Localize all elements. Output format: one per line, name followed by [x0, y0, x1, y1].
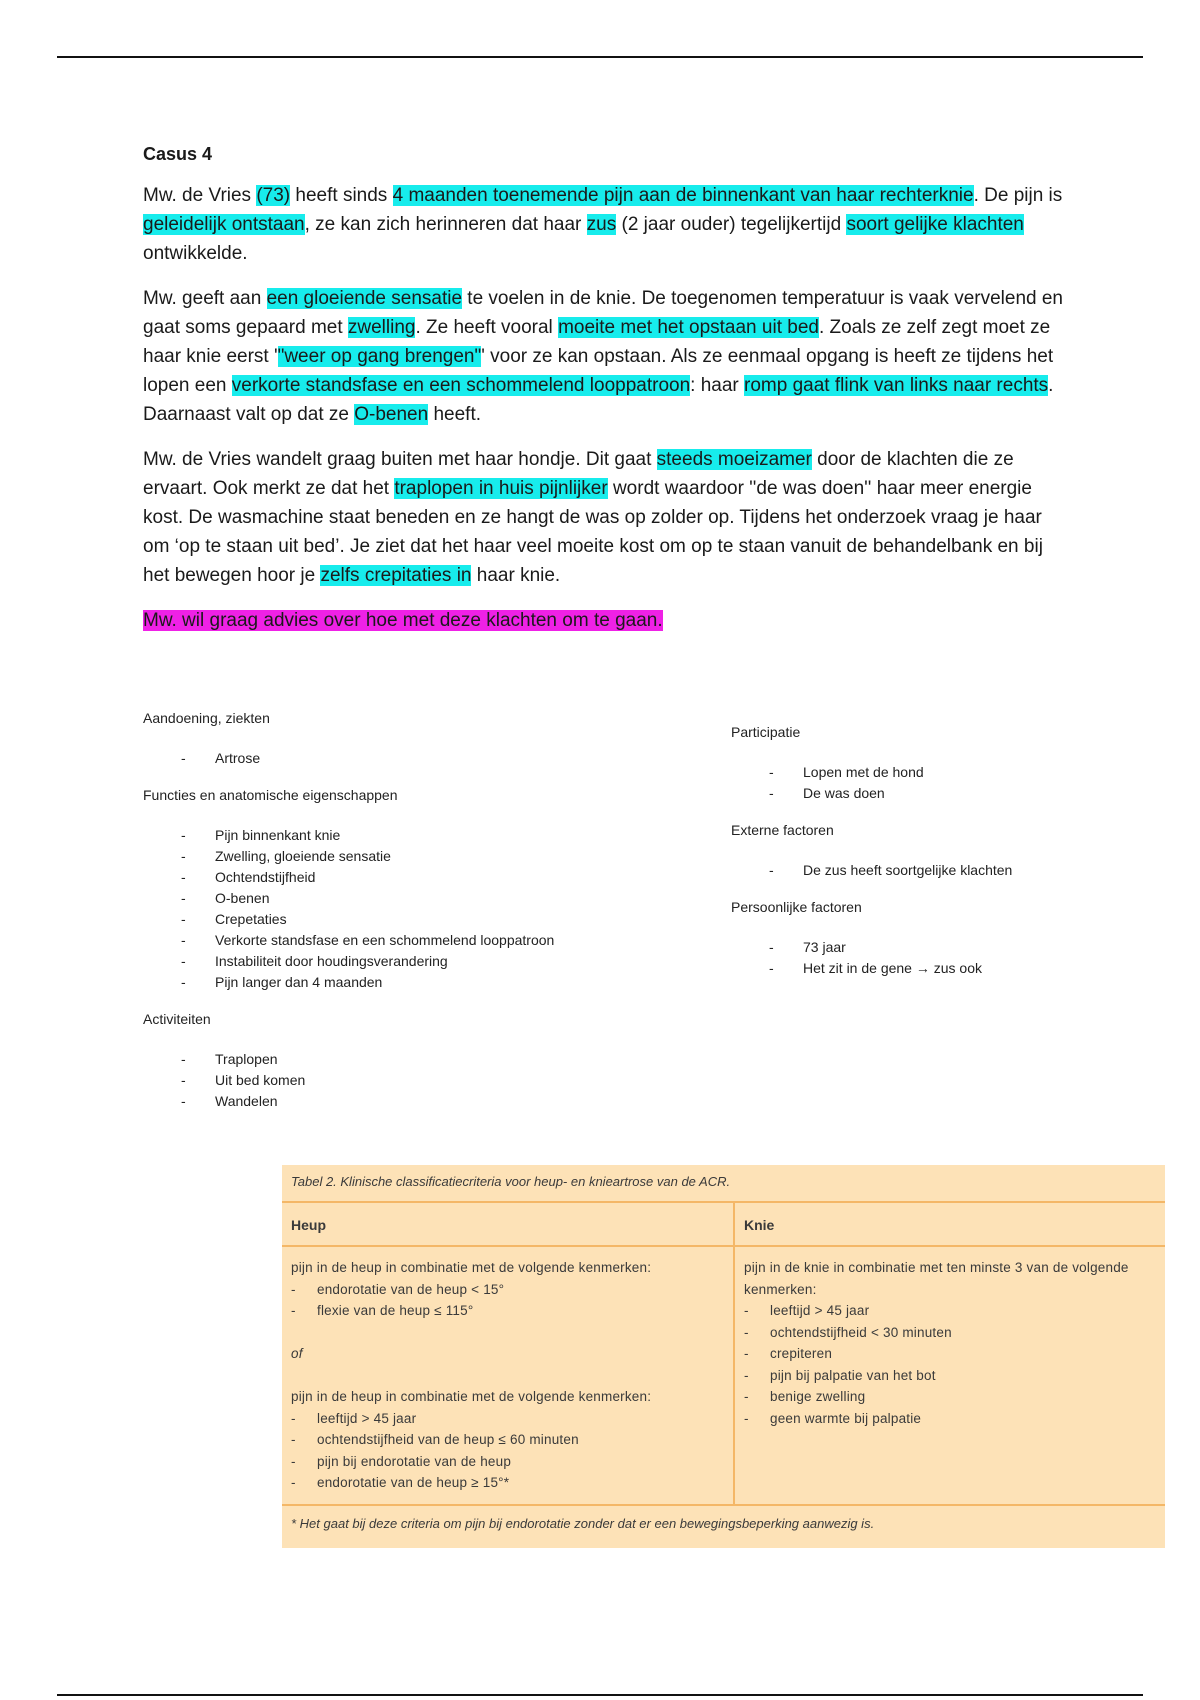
text-run: . Ze heeft vooral [415, 317, 559, 338]
highlighted-text: traplopen in huis pijnlijker [394, 478, 608, 499]
highlighted-text: zelfs crepitaties in [320, 565, 472, 586]
list-item: - endorotatie van de heup < 15° [291, 1279, 726, 1301]
highlighted-text-pink: Mw. wil graag advies over hoe met deze klachten om te gaan. [143, 610, 663, 631]
text-run: . Daarnaast valt op dat ze [143, 375, 1054, 425]
highlighted-text: zus [586, 214, 617, 235]
table-column-divider [733, 1201, 735, 1504]
list-item: - Zwelling, gloeiende sensatie [143, 846, 683, 867]
text-run: . De pijn is [973, 185, 1063, 206]
knie-intro: pijn in de knie in combinatie met ten minste 3 van de volgende kenmerken: [744, 1260, 1129, 1297]
text-run: . Zoals ze zelf zegt moet ze haar knie eerst ' [143, 317, 1051, 367]
list-item: - Uit bed komen [143, 1070, 683, 1091]
list-item: - Instabiliteit door houdingsverandering [143, 951, 683, 972]
icf-list [731, 762, 1131, 804]
list-item: - geen warmte bij palpatie [744, 1408, 1160, 1430]
text-run: heeft sinds [290, 185, 393, 206]
highlighted-text: zwelling [347, 317, 416, 338]
list-item: - pijn bij endorotatie van de heup [291, 1451, 726, 1473]
list-item: - Pijn binnenkant knie [143, 825, 683, 846]
table-caption: Tabel 2. Klinische classificatiecriteria voor heup- en knieartrose van de ACR. [291, 1174, 731, 1189]
highlighted-text: O-benen [354, 404, 429, 425]
text-run: Mw. geeft aan [143, 288, 267, 309]
icf-list [143, 1049, 683, 1112]
text-run: ' voor ze kan opstaan. Als ze eenmaal opgang is heeft ze tijdens het lopen een [143, 346, 1054, 396]
case-section [143, 144, 1063, 651]
list-item: - Traplopen [143, 1049, 683, 1070]
highlighted-text: geleidelijk ontstaan [143, 214, 305, 235]
list-item: - endorotatie van de heup ≥ 15°* [291, 1472, 726, 1494]
highlighted-text: (73) [256, 185, 291, 206]
table-rule [282, 1504, 1165, 1506]
heup-intro: pijn in de heup in combinatie met de volgende kenmerken: [291, 1389, 652, 1404]
icf-heading: Persoonlijke factoren [731, 899, 862, 915]
list-item: - Crepetaties [143, 909, 683, 930]
top-rule [57, 56, 1143, 58]
list-item: - leeftijd > 45 jaar [744, 1300, 1160, 1322]
criteria-table [282, 1165, 1165, 1548]
text-run: ontwikkelde. [143, 243, 248, 264]
case-paragraph [143, 284, 1063, 429]
highlighted-text: romp gaat flink van links naar rechts [744, 375, 1049, 396]
case-paragraph [143, 445, 1063, 590]
table-rule [282, 1201, 1165, 1203]
or-label: of [291, 1346, 303, 1361]
icf-heading: Activiteiten [143, 1011, 211, 1027]
text-run: haar knie. [471, 565, 561, 586]
case-paragraph [143, 181, 1063, 268]
knie-criteria [744, 1257, 1160, 1429]
bottom-rule [57, 1694, 1143, 1696]
icf-right-column [731, 724, 1131, 997]
list-item: - crepiteren [744, 1343, 1160, 1365]
icf-heading: Externe factoren [731, 822, 834, 838]
highlighted-text: 4 maanden toenemende pijn aan de binnenkant van haar rechterknie [392, 185, 974, 206]
column-header-knie: Knie [744, 1217, 775, 1233]
highlighted-text: soort gelijke klachten [846, 214, 1024, 235]
list-item: - Het zit in de gene → zus ook [731, 958, 1131, 979]
column-header-heup: Heup [291, 1217, 326, 1233]
icf-heading: Participatie [731, 724, 801, 740]
list-item: - Wandelen [143, 1091, 683, 1112]
list-item: - ochtendstijfheid van de heup ≤ 60 minuten [291, 1429, 726, 1451]
text-run: wordt waardoor ''de was doen'' haar meer energie kost. De wasmachine staat beneden en ze hangt de was op zolder op. Tijdens het onderzoek vraag je haar om ‘op te staan uit bed’. Je ziet dat het haar veel moeite kost om op te staan vanuit de behandelbank en bij het bewegen hoor je [143, 478, 1043, 586]
icf-heading: Functies en anatomische eigenschappen [143, 787, 398, 803]
icf-left-column [143, 710, 683, 1130]
highlighted-text: verkorte standsfase en een schommelend looppatroon [231, 375, 691, 396]
text-run: te voelen in de knie. De toegenomen temperatuur is vaak vervelend en gaat soms gepaard met [143, 288, 1063, 338]
heup-intro: pijn in de heup in combinatie met de volgende kenmerken: [291, 1260, 652, 1275]
list-item: - 73 jaar [731, 937, 1131, 958]
list-item: - Pijn langer dan 4 maanden [143, 972, 683, 993]
list-item: - ochtendstijfheid < 30 minuten [744, 1322, 1160, 1344]
text-run: Mw. de Vries [143, 185, 257, 206]
text-run: (2 jaar ouder) tegelijkertijd [616, 214, 847, 235]
list-item: - Ochtendstijfheid [143, 867, 683, 888]
icf-list [731, 937, 1131, 979]
text-run: heeft. [428, 404, 482, 425]
list-item: - benige zwelling [744, 1386, 1160, 1408]
case-paragraph [143, 606, 1063, 635]
list-item: - leeftijd > 45 jaar [291, 1408, 726, 1430]
list-item: - O-benen [143, 888, 683, 909]
icf-list [143, 825, 683, 993]
list-item: - flexie van de heup ≤ 115° [291, 1300, 726, 1322]
case-body [143, 181, 1063, 635]
list-item: - Artrose [143, 748, 683, 769]
table-footnote: * Het gaat bij deze criteria om pijn bij endorotatie zonder dat er een bewegingsbeperking aanwezig is. [291, 1516, 875, 1531]
list-item: - pijn bij palpatie van het bot [744, 1365, 1160, 1387]
table-rule [282, 1245, 1165, 1247]
icf-list [143, 748, 683, 769]
highlighted-text: "weer op gang brengen" [277, 346, 482, 367]
list-item: - Lopen met de hond [731, 762, 1131, 783]
icf-heading: Aandoening, ziekten [143, 710, 270, 726]
text-run: , ze kan zich herinneren dat haar [304, 214, 587, 235]
text-run: Mw. de Vries wandelt graag buiten met haar hondje. Dit gaat [143, 449, 657, 470]
highlighted-text: moeite met het opstaan uit bed [558, 317, 819, 338]
highlighted-text: steeds moeizamer [656, 449, 812, 470]
highlighted-text: een gloeiende sensatie [266, 288, 463, 309]
list-item: - Verkorte standsfase en een schommelend looppatroon [143, 930, 683, 951]
list-item: - De was doen [731, 783, 1131, 804]
heup-criteria [291, 1257, 726, 1494]
case-title: Casus 4 [143, 144, 213, 164]
list-item: - De zus heeft soortgelijke klachten [731, 860, 1131, 881]
text-run: door de klachten die ze ervaart. Ook merkt ze dat het [143, 449, 1014, 499]
icf-list [731, 860, 1131, 881]
text-run: : haar [690, 375, 745, 396]
